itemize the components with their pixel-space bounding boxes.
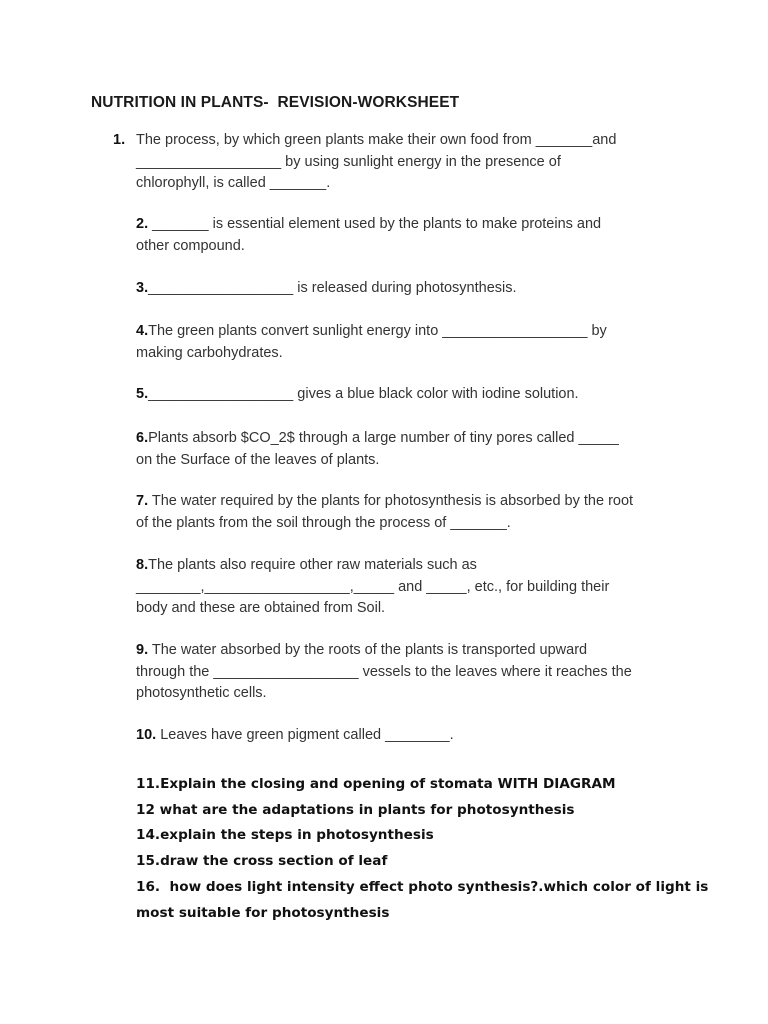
question-9-line-2: through the __________________ vessels to the leaves where it reaches the [136, 663, 632, 680]
question-2-number: 2. [136, 216, 149, 232]
question-4 [136, 321, 696, 364]
question-5 [136, 384, 696, 406]
question-9-number: 9. [136, 642, 149, 658]
question-1-number: 1. [113, 132, 126, 148]
worksheet-title: NUTRITION IN PLANTS- REVISION-WORKSHEET [91, 94, 460, 111]
question-8-line-2: ________,__________________,_____ and _____, etc., for building their [136, 578, 610, 595]
question-7-line-2: of the plants from the soil through the process of _______. [136, 514, 511, 531]
question-1-line-2: __________________ by using sunlight energy in the presence of [136, 153, 561, 170]
question-1 [136, 130, 696, 195]
question-4-line-1: The green plants convert sunlight energy into __________________ by [148, 323, 607, 339]
question-6 [136, 428, 696, 471]
question-1-line-3: chlorophyll, is called _______. [136, 175, 331, 191]
question-2-line-2: other compound. [136, 237, 245, 254]
question-2 [136, 214, 696, 257]
question-8-line-3: body and these are obtained from Soil. [136, 600, 386, 616]
question-9-line-3: photosynthetic cells. [136, 685, 267, 701]
question-6-line-1: Plants absorb $CO_2$ through a large number of tiny pores called _____ [148, 430, 619, 446]
question-8-number: 8. [136, 557, 149, 573]
question-5-number: 5. [136, 386, 149, 402]
question-4-number: 4. [136, 323, 149, 339]
question-7 [136, 491, 696, 534]
question-1-line-1: The process, by which green plants make their own food from _______and [136, 132, 617, 148]
question-3-line-1: __________________ is released during photosynthesis. [148, 280, 517, 296]
question-3-number: 3. [136, 280, 149, 296]
open-question-14: 14.explain the steps in photosynthesis [136, 827, 434, 844]
open-question-11: 11.Explain the closing and opening of stomata WITH DIAGRAM [136, 776, 616, 792]
question-6-number: 6. [136, 430, 149, 446]
question-6-line-2: on the Surface of the leaves of plants. [136, 451, 380, 468]
open-question-16-line-1: 16. how does light intensity effect photo synthesis?.which color of light is [136, 878, 709, 895]
question-10-line-1: Leaves have green pigment called ________. [156, 727, 454, 743]
open-question-12: 12 what are the adaptations in plants for photosynthesis [136, 801, 575, 818]
question-8-line-1: The plants also require other raw materials such as [148, 557, 477, 573]
open-question-15: 15.draw the cross section of leaf [136, 853, 388, 870]
question-7-number: 7. [136, 493, 149, 509]
question-9-line-1: The water absorbed by the roots of the plants is transported upward [148, 642, 588, 658]
question-8 [136, 555, 696, 620]
question-5-line-1: __________________ gives a blue black color with iodine solution. [148, 386, 579, 402]
question-9 [136, 640, 696, 705]
question-4-line-2: making carbohydrates. [136, 344, 283, 361]
question-3 [136, 278, 696, 300]
question-10-number: 10. [136, 727, 157, 743]
open-question-16-line-2: most suitable for photosynthesis [136, 904, 390, 921]
question-10 [136, 725, 696, 747]
question-2-line-1: _______ is essential element used by the plants to make proteins and [148, 216, 602, 232]
open-questions [136, 772, 716, 926]
question-7-line-1: The water required by the plants for photosynthesis is absorbed by the root [148, 493, 634, 509]
